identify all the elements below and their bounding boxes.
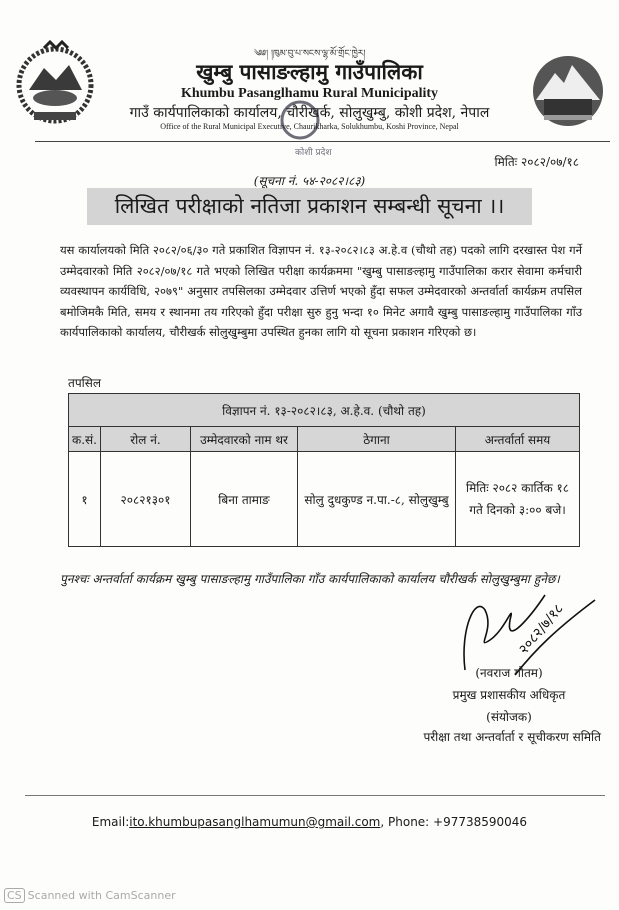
roll-number-cell: २०८२१३०१: [101, 452, 191, 547]
signatory-role: (संयोजक): [486, 710, 532, 724]
signatory-title: प्रमुख प्रशासकीय अधिकृत: [452, 688, 566, 702]
column-header: अन्तर्वार्ता समय: [456, 427, 580, 452]
table-row: [69, 452, 580, 547]
camscanner-icon: CS: [4, 888, 25, 903]
office-address-en: Office of the Rural Municipal Executive, Chaurikharka, Solukhumbu, Koshi Province, Nepal: [160, 122, 459, 131]
address-cell: सोलु दुधकुण्ड न.पा.-८, सोलुखुम्बु: [298, 452, 456, 547]
footnote: पुनश्चः अन्तर्वार्ता कार्यक्रम खुम्बु पासाङल्हामु गाउँपालिका गाँउ कार्यपालिकाको कार्यालय चौरीखर्क सोलुखुम्बुमा हुनेछ।: [60, 572, 560, 586]
column-header: उम्मेदवारको नाम थर: [191, 427, 298, 452]
svg-text:कोशी प्रदेश: कोशी प्रदेश: [295, 148, 332, 158]
footer-divider: [25, 795, 605, 796]
column-header: क.सं.: [69, 427, 101, 452]
interview-time-cell: मितिः २०८२ कार्तिक १८ गते दिनको ३:०० बजे।: [456, 452, 580, 547]
committee-name: परीक्षा तथा अन्तर्वार्ता र सूचीकरण समिति: [423, 730, 601, 744]
camscanner-watermark: [4, 889, 176, 902]
column-header: ठेगाना: [298, 427, 456, 452]
result-table: [68, 393, 580, 547]
email-link[interactable]: ito.khumbupasanglhamumun@gmail.com: [129, 815, 381, 829]
notice-body: यस कार्यालयको मिति २०८२/०६/३० गते प्रकाशित विज्ञापन नं. १३-२०८२।८३ अ.हे.व (चौथो तह) पदको लागि दरखास्त पेश गर्ने उम्मेदवारको मिति २०८२/०७/१८ गते भएको लिखित परीक्षा कार्यक्रममा "खुम्बु पासाङल्हामु गाउँपालिका करार सेवामा कर्मचारी व्यवस्थापन कार्यविधि, २०७९" अनुसार तपसिलका उम्मेदवार उत्तिर्ण भएको हुँदा सफल उम्मेदवारको अन्तर्वार्ता कार्यक्रम तपसिल बमोजिमकै मिति, समय र स्थानमा तय गरिएको हुँदा परीक्षा सुरु हुनु भन्दा १० मिनेट अगावै खुम्बु पासाङल्हामु गाउँपालिका गाँउ कार्यपालिकाको कार्यालय, चौरीखर्क सोलुखुम्बुमा उपस्थित हुनका लागि यो सूचना प्रकाशन गरिएको छ।: [60, 243, 582, 339]
notice-number: (सूचना नं. ५४-२०८२।८३): [253, 174, 366, 188]
contact-info: [0, 815, 619, 829]
email-label: Email:: [91, 815, 130, 829]
municipality-name-np: खुम्बु पासाङल्हामु गाउँपालिका: [196, 59, 423, 84]
column-header: रोल नं.: [101, 427, 191, 452]
office-address-np: गाउँ कार्यपालिकाको कार्यालय, चौरीखर्क, सोलुखुम्बु, कोशी प्रदेश, नेपाल: [129, 105, 490, 121]
phone: , Phone: +97738590046: [380, 815, 528, 829]
table-caption: विज्ञापन नं. १३-२०८२।८३, अ.हे.व. (चौथो तह): [69, 394, 580, 427]
watermark-text: Scanned with CamScanner: [27, 889, 176, 902]
details-label: तपसिल: [68, 376, 102, 390]
serial-cell: १: [69, 452, 101, 547]
notice-heading: लिखित परीक्षाको नतिजा प्रकाशन सम्बन्धी सूचना ।।: [87, 188, 532, 225]
municipality-name-en: Khumbu Pasanglhamu Rural Municipality: [180, 86, 439, 101]
office-stamp: [270, 100, 350, 170]
notice-date: मितिः २०८२/०७/१८: [494, 155, 579, 169]
candidate-name-cell: बिना तामाङ: [191, 452, 298, 547]
header-divider: [35, 141, 610, 142]
signatory-name: (नवराज गौतम): [475, 666, 543, 680]
svg-text:२०८२/७/१८: २०८२/७/१८: [515, 601, 567, 658]
tibetan-title: ༄༅། །ཁུམ་བུ་པ་སངས་ལྷ་མོ་གྲོང་ཁྱེར།: [253, 49, 366, 59]
